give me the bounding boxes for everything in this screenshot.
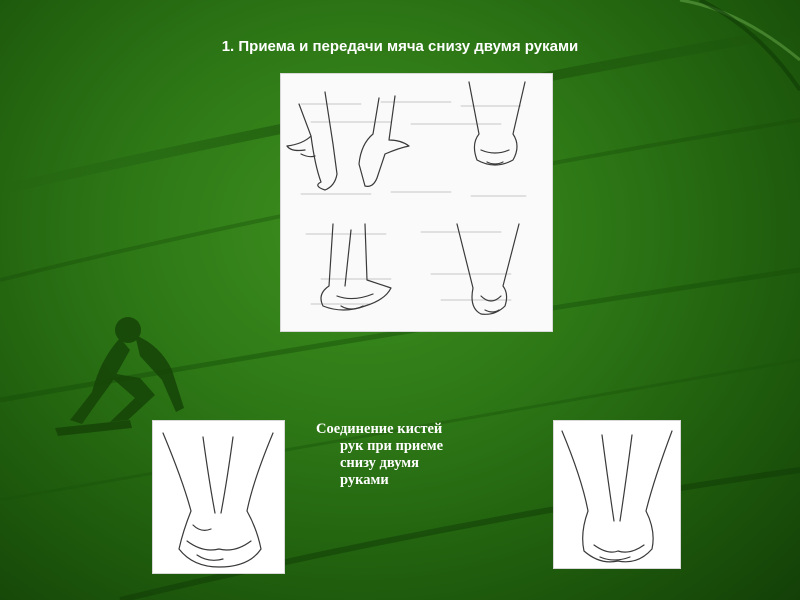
joined-hands-sketch xyxy=(554,421,680,568)
joined-hands-figure-left xyxy=(152,420,285,574)
caption-line: рук при приеме xyxy=(340,438,444,454)
caption-line: Соединение кистей xyxy=(316,421,443,437)
faded-text-background xyxy=(301,102,526,304)
hand-positions-sketch xyxy=(281,74,552,331)
slide-title: 1. Приема и передачи мяча снизу двумя руками xyxy=(221,38,579,55)
hand-positions-figure xyxy=(280,73,553,332)
joined-hands-figure-right xyxy=(553,420,681,569)
sprinter-silhouette-icon xyxy=(55,317,184,436)
figure-caption xyxy=(316,421,516,489)
caption-line: снизу двумя xyxy=(340,455,419,471)
caption-line: руками xyxy=(340,472,389,488)
joined-hands-sketch xyxy=(153,421,284,573)
